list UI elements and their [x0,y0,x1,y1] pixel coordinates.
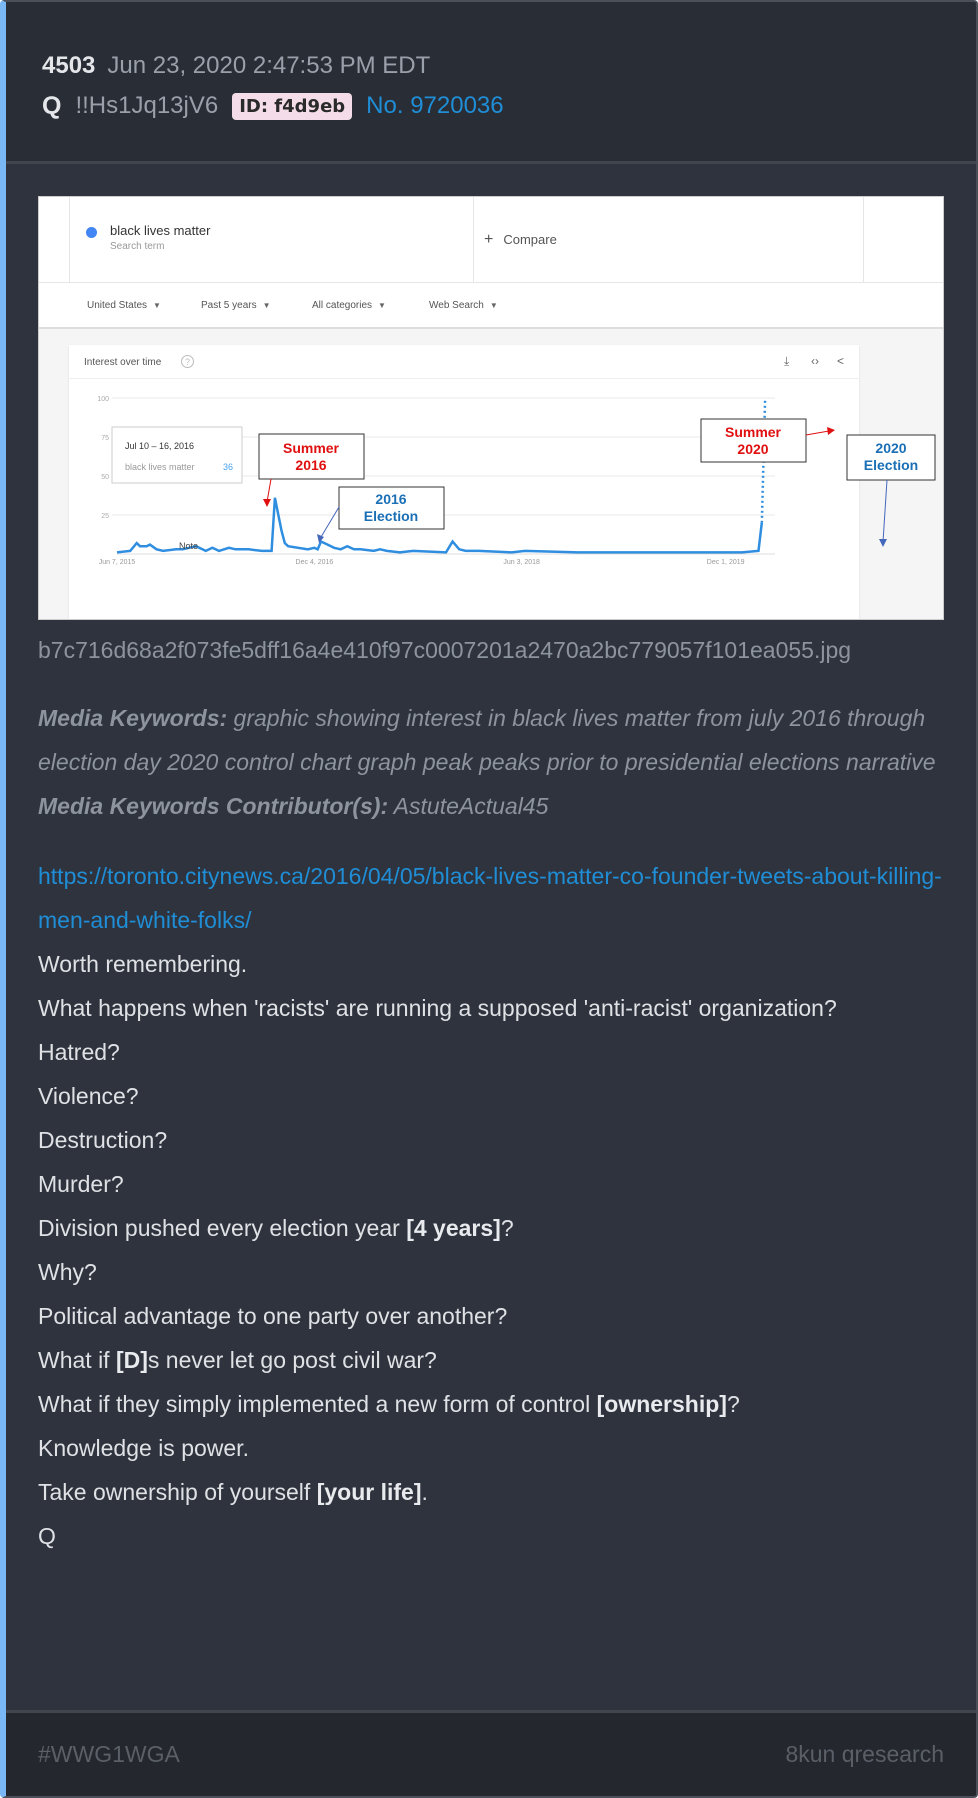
line-text: Hatred? [38,1039,120,1065]
annotation-election-2020 [847,435,935,547]
image-filename[interactable]: b7c716d68a2f073fe5dff16a4e410f97c0007201a2470a2bc779057f101ea055.jpg [38,637,852,663]
line-text: ? [500,1215,514,1241]
id-badge: ID: f4d9eb [232,93,352,120]
caret-down-icon: ▼ [489,301,498,310]
search-term: black lives matter [110,223,211,238]
search-term-sub: Search term [110,241,165,252]
keywords-text: graphic showing interest in black lives matter from july 2016 through election day 2020 control chart graph peak peaks prior to presidential elections narrative [38,705,936,775]
note-label: Note [179,541,199,551]
post-line [38,1074,944,1118]
y-tick-label: 75 [101,435,109,442]
annotation-summer-2020 [701,419,835,462]
caret-down-icon: ▼ [262,301,271,310]
post-number-link[interactable]: No. 9720036 [366,92,504,119]
annotation-text: 2016 [375,491,407,507]
arrow-icon [806,431,829,435]
post-line [38,1162,944,1206]
post-datetime: Jun 23, 2020 2:47:53 PM EDT [107,52,431,79]
annotation-text: 2020 [737,441,769,457]
help-icon: ? [181,355,194,368]
x-tick-label: Dec 1, 2019 [706,559,745,566]
line-text: ? [726,1391,740,1417]
y-tick-label: 50 [101,474,109,481]
filter-label: Past 5 years [201,300,257,311]
post-line [38,1294,944,1338]
post-header [6,2,976,164]
y-tick-label: 100 [97,396,109,403]
line-text: Murder? [38,1171,124,1197]
tooltip-value: 36 [223,462,234,472]
line-text: Destruction? [38,1127,168,1153]
filter-label: Web Search [429,300,484,311]
arrow-icon [321,507,339,537]
annotation-text: Election [363,508,419,524]
post-line [38,1250,944,1294]
filter-label: All categories [312,300,373,311]
keywords-label: Media Keywords: [38,705,228,731]
post-text [38,942,944,1558]
filter-label: United States [87,300,148,311]
panel-title: Interest over time [84,357,162,368]
post-line [38,1030,944,1074]
annotation-text: Summer [282,440,340,456]
emphasis-text: [D] [115,1347,148,1373]
share-icon: < [837,354,845,368]
x-tick-label: Jun 7, 2015 [98,559,136,566]
y-tick-label: 25 [101,513,109,520]
annotation-text: Summer [724,424,782,440]
post-line [38,1426,944,1470]
compare-label: Compare [503,232,557,247]
emphasis-text: [your life] [316,1479,422,1505]
emphasis-text: [4 years] [406,1215,501,1241]
line-text: s never let go post civil war? [147,1347,437,1373]
arrow-icon [883,480,887,542]
post-line [38,1206,944,1250]
line-text: . [421,1479,428,1505]
post-footer [6,1710,976,1796]
tooltip [112,427,242,483]
arrowhead-icon [827,427,835,435]
caret-down-icon: ▼ [153,301,161,310]
caret-down-icon: ▼ [378,301,386,310]
source-label: 8kun qresearch [785,1741,944,1767]
post-meta-line [42,46,976,86]
tripcode: !!Hs1Jq13jV6 [75,92,219,119]
line-text: Q [38,1523,56,1549]
attached-image[interactable] [38,196,944,620]
line-text: Violence? [38,1083,139,1109]
post-line [38,1470,944,1514]
post-author-line [42,86,976,126]
x-tick-label: Dec 4, 2016 [295,559,334,566]
author-name: Q [42,91,62,120]
article-link[interactable]: https://toronto.citynews.ca/2016/04/05/black-lives-matter-co-founder-tweets-about-killing-men-and-white-folks/ [38,863,942,933]
post-line [38,986,944,1030]
post-body [6,164,976,1558]
plus-icon: + [484,231,494,248]
post-line [38,1338,944,1382]
arrowhead-icon [879,539,887,547]
tooltip-date: Jul 10 – 16, 2016 [125,441,195,451]
post-line [38,942,944,986]
post-line [38,1514,944,1558]
download-icon: ⤓ [784,354,790,368]
arrowhead-icon [263,499,271,507]
line-text: Knowledge is power. [38,1435,249,1461]
line-text: Worth remembering. [38,951,248,977]
x-tick-label: Jun 3, 2018 [503,559,540,566]
media-keywords [38,696,944,828]
hashtag: #WWG1WGA [38,1741,180,1767]
contributor-name: AstuteActual45 [393,793,549,819]
annotation-text: 2016 [295,457,327,473]
annotation-text: Election [863,457,919,473]
trend-chart [39,197,944,620]
line-text: Political advantage to one party over another? [38,1303,508,1329]
post-line [38,1382,944,1426]
line-text: Why? [38,1259,97,1285]
annotation-text: 2020 [875,440,907,456]
arrow-icon [267,479,271,502]
line-text: What happens when 'racists' are running a supposed 'anti-racist' organization? [38,995,837,1021]
emphasis-text: [ownership] [596,1391,727,1417]
contributor-label: Media Keywords Contributor(s): [38,793,389,819]
post-line [38,1118,944,1162]
line-text: What if they simply implemented a new form of control [38,1391,597,1417]
tooltip-term: black lives matter [125,462,195,472]
post-number: 4503 [42,52,96,79]
line-text: Take ownership of yourself [38,1479,317,1505]
embed-icon: ‹› [811,354,819,368]
line-text: Division pushed every election year [38,1215,407,1241]
line-text: What if [38,1347,116,1373]
